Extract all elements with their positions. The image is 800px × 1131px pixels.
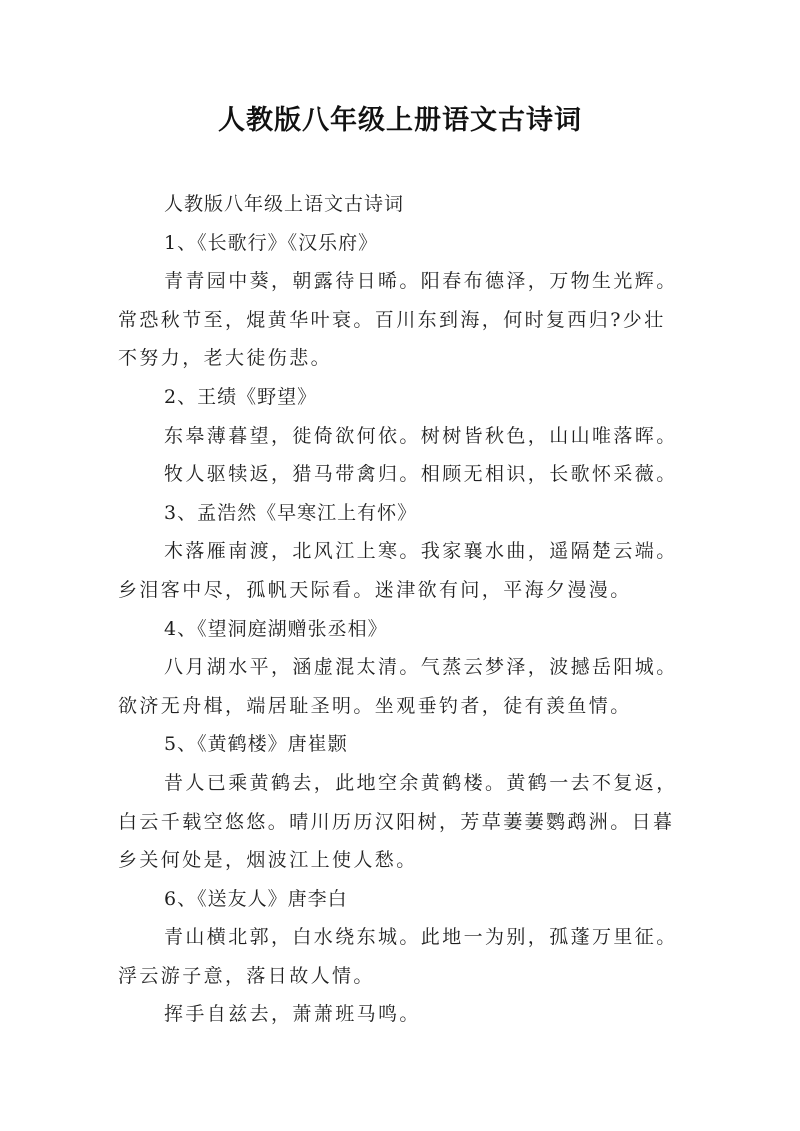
- poem-line: 青山横北郭，白水绕东城。此地一为别，孤蓬万里征。: [164, 926, 678, 949]
- poem-heading-6: 6、《送友人》唐李白: [164, 887, 348, 910]
- poem-line: 昔人已乘黄鹤去，此地空余黄鹤楼。黄鹤一去不复返，: [164, 771, 678, 794]
- poem-heading-2: 2、王绩《野望》: [164, 385, 318, 408]
- poem-line: 欲济无舟楫，端居耻圣明。坐观垂钓者，徒有羡鱼情。: [118, 694, 632, 717]
- poem-line: 乡泪客中尽，孤帆天际看。迷津欲有问，平海夕漫漫。: [118, 578, 632, 601]
- poem-line: 浮云游子意，落日故人情。: [118, 964, 375, 987]
- poem-heading-3: 3、孟浩然《早寒江上有怀》: [164, 501, 418, 524]
- page-title: 人教版八年级上册语文古诗词: [218, 105, 582, 136]
- poem-line: 青青园中葵，朝露待日晞。阳春布德泽，万物生光辉。: [164, 270, 678, 293]
- poem-line: 不努力，老大徒伤悲。: [118, 347, 333, 370]
- poem-line: 乡关何处是，烟波江上使人愁。: [118, 849, 418, 872]
- poem-line: 牧人驱犊返，猎马带禽归。相顾无相识，长歌怀采薇。: [164, 463, 678, 486]
- poem-line: 八月湖水平，涵虚混太清。气蒸云梦泽，波撼岳阳城。: [164, 656, 678, 679]
- poem-heading-4: 4、《望洞庭湖赠张丞相》: [164, 617, 388, 640]
- poem-line: 常恐秋节至，焜黄华叶衰。百川东到海，何时复西归?少壮: [118, 308, 666, 331]
- poem-line: 东皋薄暮望，徙倚欲何依。树树皆秋色，山山唯落晖。: [164, 424, 678, 447]
- poem-line: 木落雁南渡，北风江上寒。我家襄水曲，遥隔楚云端。: [164, 540, 678, 563]
- poem-line: 挥手自兹去，萧萧班马鸣。: [164, 1003, 421, 1026]
- poem-heading-1: 1、《长歌行》《汉乐府》: [164, 231, 379, 254]
- poem-heading-5: 5、《黄鹤楼》唐崔颢: [164, 733, 348, 756]
- poem-line: 白云千载空悠悠。晴川历历汉阳树，芳草萋萋鹦鹉洲。日暮: [118, 810, 675, 833]
- document-body: [118, 185, 708, 1034]
- intro-line: 人教版八年级上语文古诗词: [164, 193, 405, 215]
